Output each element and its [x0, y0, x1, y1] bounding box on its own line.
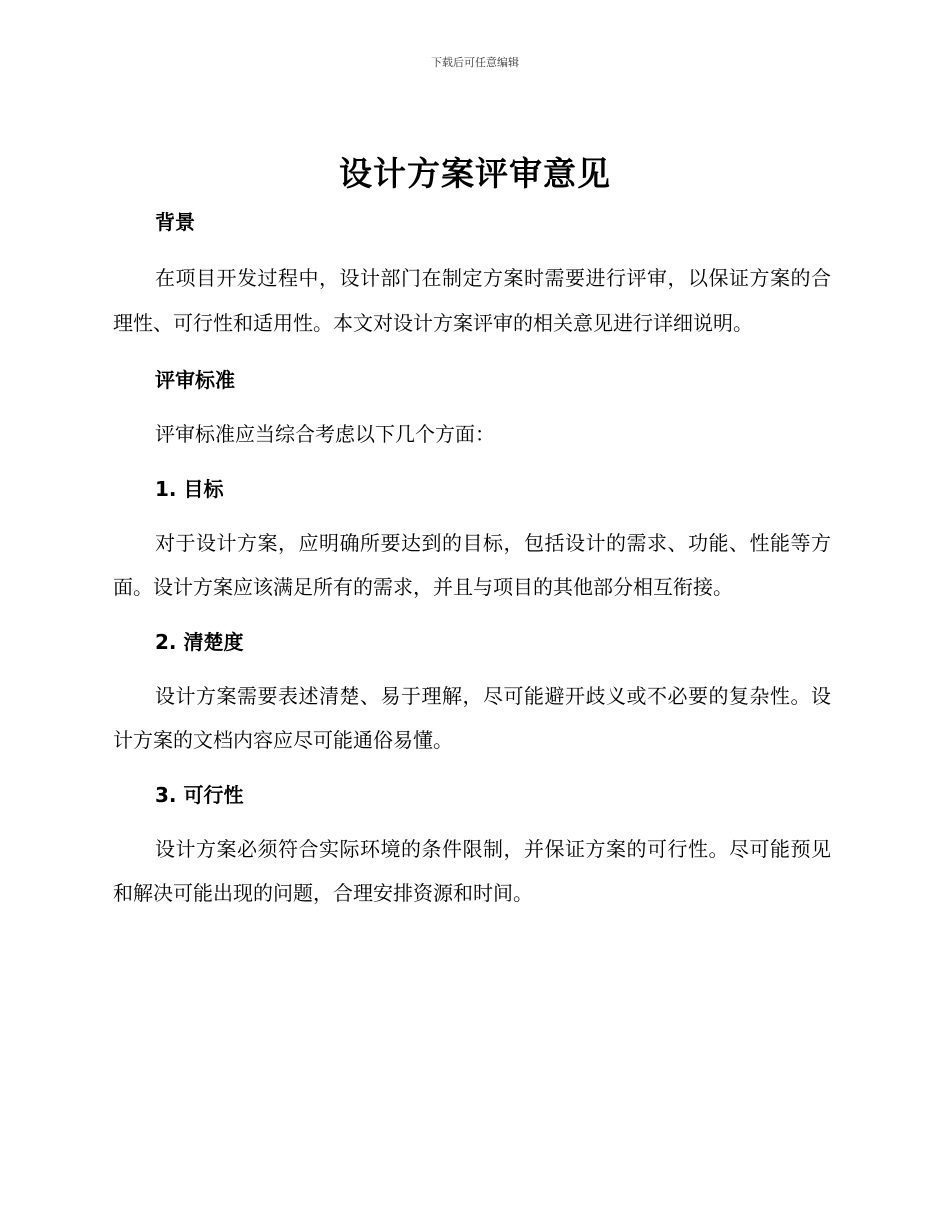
section-text-clarity: 设计方案需要表述清楚、易于理解，尽可能避开歧义或不必要的复杂性。设计方案的文档内容应尽可能通俗易懂。 — [113, 683, 831, 752]
document-title: 设计方案评审意见 — [339, 154, 611, 193]
section-text-criteria: 评审标准应当综合考虑以下几个方面： — [155, 422, 495, 446]
header-note: 下载后可任意编辑 — [431, 56, 519, 69]
section-heading-criteria: 评审标准 — [155, 368, 235, 392]
section-text-goal: 对于设计方案，应明确所要达到的目标，包括设计的需求、功能、性能等方面。设计方案应该满足所有的需求，并且与项目的其他部分相互衔接。 — [113, 530, 831, 599]
section-heading-background: 背景 — [155, 210, 195, 234]
document-body — [113, 202, 831, 916]
section-heading-goal: 1. 目标 — [155, 476, 224, 501]
section-text-background: 在项目开发过程中，设计部门在制定方案时需要进行评审，以保证方案的合理性、可行性和适用性。本文对设计方案评审的相关意见进行详细说明。 — [113, 266, 831, 335]
section-text-feasibility: 设计方案必须符合实际环境的条件限制，并保证方案的可行性。尽可能预见和解决可能出现的问题，合理安排资源和时间。 — [113, 836, 831, 905]
section-heading-clarity: 2. 清楚度 — [155, 629, 244, 654]
section-heading-feasibility: 3. 可行性 — [155, 782, 244, 807]
